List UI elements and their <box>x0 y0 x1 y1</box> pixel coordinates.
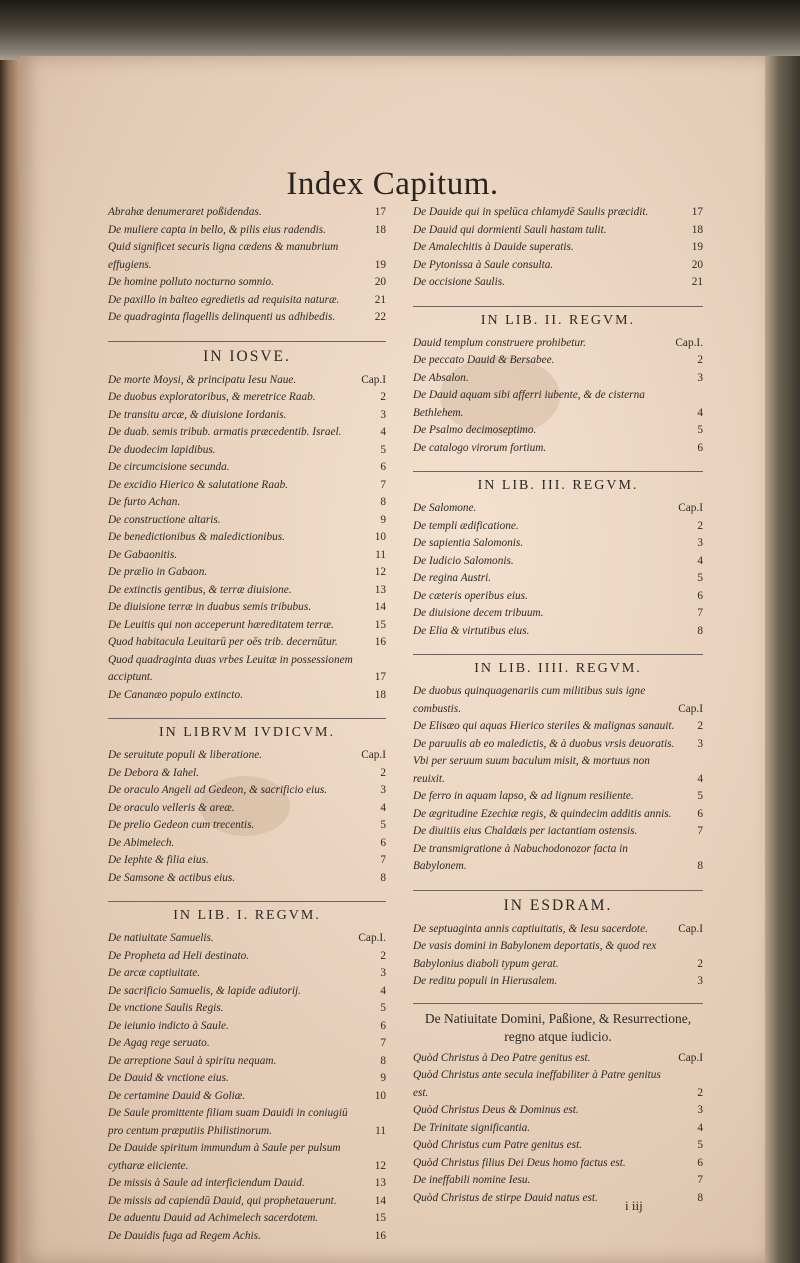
index-entry <box>413 370 703 388</box>
entry-title: De constructione altaris. <box>108 513 221 526</box>
index-entry <box>108 1210 386 1228</box>
index-entry <box>413 588 703 606</box>
entry-title: De duobus exploratoribus, & meretrice Raab. <box>108 391 316 403</box>
entry-title: De homine polluto nocturno somnio. <box>108 276 274 288</box>
entry-title: Quòd Christus cum Patre genitus est. <box>413 1139 583 1151</box>
entry-title: De occisione Saulis. <box>413 276 505 288</box>
entry-chapter-number: 18 <box>374 223 386 236</box>
entry-title: De Abimelech. <box>108 836 175 849</box>
entry-chapter-number: 3 <box>380 967 386 979</box>
index-entry <box>108 652 386 687</box>
entry-chapter-number: 6 <box>380 461 386 473</box>
entry-title: De duab. semis tribub. armatis præcedentib. Israel. <box>108 426 342 438</box>
section-heading: IN LIBRVM IVDICVM. <box>108 718 386 741</box>
entry-chapter-number: 5 <box>380 1002 386 1014</box>
entry-title: De vasis domini in Babylonem deportatis, & quod rex Babylonius diaboli typum gerat. <box>413 940 657 970</box>
entry-chapter-number: 5 <box>380 443 386 456</box>
entry-chapter-number: 5 <box>697 572 703 584</box>
entry-title: De transmigratione à Nabuchodonozor facta in Babylonem. <box>413 842 628 872</box>
entry-title: De Amalechitis à Dauide superatis. <box>413 241 574 253</box>
index-entry <box>108 687 386 705</box>
index-entry <box>413 623 703 641</box>
entry-chapter-number: 7 <box>380 1037 386 1049</box>
index-entry <box>108 634 386 652</box>
index-entry <box>413 605 703 623</box>
entry-title: De Iudicio Salomonis. <box>413 554 514 567</box>
index-entry <box>413 973 703 991</box>
index-entry <box>108 309 386 327</box>
entry-chapter-number: 21 <box>691 276 703 288</box>
entry-chapter-number: 7 <box>380 854 386 866</box>
entry-chapter-number: 20 <box>374 276 386 288</box>
entry-title: De Leuitis qui non acceperunt hæreditatem terræ. <box>108 618 334 631</box>
index-entry <box>413 1067 703 1102</box>
entry-chapter-number: 14 <box>374 601 386 613</box>
index-entry <box>108 800 386 818</box>
entry-chapter-number: 7 <box>697 825 703 837</box>
entry-title: De Saule promittente filiam suam Dauidi in coniugiū pro centum præputiis Philistinorum. <box>108 1107 348 1137</box>
section-heading: IN ESDRAM. <box>413 890 703 915</box>
index-entry <box>413 1155 703 1173</box>
entry-title: Quòd Christus Deus & Dominus est. <box>413 1104 579 1116</box>
entry-title: De sapientia Salomonis. <box>413 537 524 549</box>
entry-title: Quòd Christus de stirpe Dauid natus est. <box>413 1191 598 1204</box>
index-entry <box>413 335 703 353</box>
index-entry <box>108 204 386 222</box>
entry-title: De arcæ captiuitate. <box>108 967 201 979</box>
section-heading: IN LIB. I. REGVM. <box>108 901 386 924</box>
index-entry <box>413 440 703 458</box>
entry-chapter-number: 6 <box>380 1019 386 1032</box>
entry-title: De diuisione decem tribuum. <box>413 607 544 619</box>
section-heading: De Natiuitate Domini, Paßione, & Resurrectione, regno atque iudicio. <box>413 1003 703 1046</box>
entry-chapter-number: 4 <box>697 1121 703 1134</box>
entry-chapter-number: 15 <box>374 1212 386 1224</box>
entry-title: De duobus quinquagenariis cum militibus suis igne combustis. <box>413 685 646 715</box>
entry-title: De Trinitate significantia. <box>413 1121 531 1134</box>
entry-chapter-number: 5 <box>697 790 703 802</box>
index-entry <box>108 930 386 948</box>
index-entry <box>108 599 386 617</box>
entry-chapter-number: 21 <box>374 293 386 306</box>
index-entry <box>413 1050 703 1068</box>
entry-title: De peccato Dauid & Bersabee. <box>413 354 555 366</box>
entry-chapter-number: 14 <box>374 1194 386 1207</box>
index-entry <box>413 257 703 275</box>
entry-chapter-number: 4 <box>697 406 703 419</box>
index-entry <box>108 1070 386 1088</box>
entry-title: De Dauide qui in spelūca chlamydē Saulis præcidit. <box>413 206 649 218</box>
entry-title: De prelio Gedeon cum trecentis. <box>108 819 255 831</box>
entry-chapter-number: 15 <box>374 618 386 631</box>
entry-title: De Dauid & vnctione eius. <box>108 1072 229 1084</box>
entry-chapter-number: Cap.I <box>361 749 386 761</box>
index-entry <box>108 1175 386 1193</box>
entry-chapter-number: 12 <box>374 566 386 578</box>
page <box>20 56 765 1263</box>
entry-title: De Pytonissa à Saule consulta. <box>413 258 554 271</box>
index-entry <box>413 204 703 222</box>
entry-chapter-number: 3 <box>697 975 703 987</box>
entry-title: De benedictionibus & maledictionibus. <box>108 531 285 543</box>
index-entry <box>108 835 386 853</box>
entry-chapter-number: Cap.I <box>678 502 703 514</box>
entry-chapter-number: 8 <box>697 1191 703 1204</box>
entry-title: Quòd Christus à Deo Patre genitus est. <box>413 1051 591 1064</box>
entry-title: De furto Achan. <box>108 496 181 508</box>
index-entry <box>108 222 386 240</box>
index-entry <box>108 442 386 460</box>
entry-chapter-number: 2 <box>697 1086 703 1099</box>
entry-chapter-number: 6 <box>697 441 703 454</box>
entry-chapter-number: 4 <box>697 772 703 785</box>
left-column <box>108 204 386 1245</box>
index-entry <box>108 870 386 888</box>
entry-title: De Elia & virtutibus eius. <box>413 624 530 637</box>
entry-title: De extinctis gentibus, & terræ diuisione. <box>108 583 292 596</box>
entry-title: Quod quadraginta duas vrbes Leuitæ in possessionem acciptunt. <box>108 653 353 683</box>
entry-title: De Elisæo qui aquas Hierico steriles & malignas sanauit. <box>413 720 675 732</box>
index-entry <box>108 239 386 274</box>
entry-title: Vbi per seruum suum baculum misit, & mortuus non reuixit. <box>413 755 650 785</box>
entry-chapter-number: 17 <box>691 206 703 218</box>
entry-chapter-number: 3 <box>380 408 386 421</box>
entry-title: De Gabaonitis. <box>108 548 178 561</box>
index-entry <box>108 547 386 565</box>
entry-title: De vnctione Saulis Regis. <box>108 1002 224 1014</box>
entry-title: De ineffabili nomine Iesu. <box>413 1174 531 1186</box>
entry-chapter-number: 11 <box>375 548 386 561</box>
entry-chapter-number: Cap.I <box>678 702 703 715</box>
entry-title: De Dauide spiritum immundum à Saule per pulsum cytharæ eiiciente. <box>108 1142 341 1172</box>
entry-title: De circumcisione secunda. <box>108 461 230 473</box>
entry-chapter-number: 8 <box>380 496 386 508</box>
entry-title: De natiuitate Samuelis. <box>108 932 214 944</box>
entry-title: De paruulis ab eo maledictis, & à duobus vrsis deuoratis. <box>413 737 675 750</box>
entry-chapter-number: 8 <box>697 860 703 872</box>
index-entry <box>413 352 703 370</box>
index-entry <box>108 747 386 765</box>
entry-title: Quid significet securis ligna cædens & manubrium effugiens. <box>108 241 339 271</box>
index-entry <box>108 389 386 407</box>
index-entry <box>413 1102 703 1120</box>
entry-title: De Dauid qui dormienti Sauli hastam tulit. <box>413 223 607 236</box>
entry-chapter-number: Cap.I <box>678 1051 703 1064</box>
entry-title: De certamine Dauid & Goliæ. <box>108 1089 246 1102</box>
entry-chapter-number: 6 <box>380 836 386 849</box>
entry-chapter-number: 13 <box>374 583 386 596</box>
entry-chapter-number: 11 <box>375 1124 386 1137</box>
entry-chapter-number: 2 <box>697 720 703 732</box>
index-entry <box>108 512 386 530</box>
entry-title: De arreptione Saul à spiritu nequam. <box>108 1054 277 1067</box>
entry-chapter-number: 16 <box>374 636 386 648</box>
index-entry <box>108 1088 386 1106</box>
index-entry <box>108 765 386 783</box>
index-entry <box>108 983 386 1001</box>
index-entry <box>413 788 703 806</box>
index-entry <box>413 570 703 588</box>
right-column <box>413 204 703 1207</box>
entry-chapter-number: 3 <box>697 537 703 549</box>
entry-title: Dauid templum construere prohibetur. <box>413 336 586 349</box>
entry-title: De templi ædificatione. <box>413 519 519 532</box>
entry-title: De paxillo in balteo egredietis ad requisita naturæ. <box>108 293 340 306</box>
entry-chapter-number: 3 <box>697 371 703 384</box>
index-entry <box>108 529 386 547</box>
entry-chapter-number: Cap.I. <box>675 336 703 349</box>
entry-chapter-number: 5 <box>697 424 703 436</box>
index-entry <box>108 1053 386 1071</box>
entry-chapter-number: 2 <box>380 391 386 403</box>
entry-chapter-number: 17 <box>374 671 386 683</box>
entry-title: Quod habitacula Leuitarū per oēs trib. decernūtur. <box>108 636 338 648</box>
index-entry <box>413 718 703 736</box>
entry-chapter-number: 2 <box>380 766 386 779</box>
index-entry <box>108 424 386 442</box>
entry-title: De Samsone & actibus eius. <box>108 871 236 884</box>
entry-title: De excidio Hierico & salutatione Raab. <box>108 478 289 491</box>
index-entry <box>413 500 703 518</box>
entry-title: De Propheta ad Heli destinato. <box>108 949 250 962</box>
index-entry <box>108 477 386 495</box>
index-entry <box>108 459 386 477</box>
entry-title: De seruitute populi & liberatione. <box>108 749 263 761</box>
entry-title: De oraculo velleris & areæ. <box>108 801 235 814</box>
entry-title: De morte Moysi, & principatu Iesu Naue. <box>108 373 297 386</box>
entry-chapter-number: 17 <box>374 206 386 218</box>
entry-chapter-number: 4 <box>380 426 386 438</box>
index-entry <box>413 387 703 422</box>
entry-chapter-number: 6 <box>697 589 703 602</box>
entry-chapter-number: 6 <box>697 807 703 820</box>
entry-title: De Debora & Iahel. <box>108 766 199 779</box>
entry-chapter-number: 3 <box>697 1104 703 1116</box>
index-entry <box>413 422 703 440</box>
entry-title: De Iephte & filia eius. <box>108 854 209 866</box>
index-entry <box>413 535 703 553</box>
index-entry <box>413 1120 703 1138</box>
index-entry <box>413 938 703 973</box>
entry-chapter-number: 19 <box>691 241 703 253</box>
index-entry <box>108 852 386 870</box>
entry-chapter-number: 20 <box>691 258 703 271</box>
entry-chapter-number: 5 <box>380 819 386 831</box>
page-edge-shadow <box>765 56 800 1263</box>
entry-chapter-number: 7 <box>697 1174 703 1186</box>
entry-chapter-number: 2 <box>380 949 386 962</box>
entry-title: De quadraginta flagellis delinquenti us adhibedis. <box>108 311 336 323</box>
index-entry <box>108 1193 386 1211</box>
entry-chapter-number: 9 <box>380 1072 386 1084</box>
section-heading: IN LIB. IIII. REGVM. <box>413 654 703 677</box>
index-entry <box>413 736 703 754</box>
entry-chapter-number: Cap.I <box>361 373 386 386</box>
entry-title: De septuaginta annis captiuitatis, & Iesu sacerdote. <box>413 922 648 935</box>
entry-title: De regina Austri. <box>413 572 492 584</box>
index-entry <box>108 292 386 310</box>
entry-title: De Absalon. <box>413 371 469 384</box>
page-signature: i iij <box>625 1198 643 1213</box>
entry-chapter-number: 2 <box>697 354 703 366</box>
entry-title: De Dauidis fuga ad Regem Achis. <box>108 1229 261 1242</box>
entry-chapter-number: 13 <box>374 1177 386 1189</box>
index-entry <box>413 553 703 571</box>
entry-title: De aduentu Dauid ad Achimelech sacerdotem. <box>108 1212 319 1224</box>
book-spine <box>0 60 22 1263</box>
entry-chapter-number: 16 <box>374 1229 386 1242</box>
section-heading: IN IOSVE. <box>108 341 386 366</box>
entry-chapter-number: 4 <box>697 554 703 567</box>
index-entry <box>108 1000 386 1018</box>
index-entry <box>413 1137 703 1155</box>
entry-title: De diuitiis eius Chaldæis per iactantiam ostensis. <box>413 825 638 837</box>
entry-title: De ieiunio indicto à Saule. <box>108 1019 229 1032</box>
index-entry <box>108 1018 386 1036</box>
entry-title: Abrahæ denumeraret poßidendas. <box>108 206 262 218</box>
index-entry <box>108 1105 386 1140</box>
index-entry <box>413 683 703 718</box>
index-entry <box>108 372 386 390</box>
entry-title: De ægritudine Ezechiæ regis, & quindecim additis annis. <box>413 807 672 820</box>
entry-chapter-number: 6 <box>697 1156 703 1169</box>
entry-title: De missis à Saule ad interficiendum Dauid. <box>108 1177 305 1189</box>
index-entry <box>108 948 386 966</box>
entry-chapter-number: 7 <box>380 478 386 491</box>
entry-chapter-number: 2 <box>697 519 703 532</box>
entry-chapter-number: 8 <box>380 871 386 884</box>
entry-chapter-number: 22 <box>374 311 386 323</box>
entry-title: De catalogo virorum fortium. <box>413 441 547 454</box>
entry-chapter-number: 19 <box>374 258 386 271</box>
entry-title: De sacrificio Samuelis, & lapide adiutorij. <box>108 984 301 997</box>
index-entry <box>413 1172 703 1190</box>
index-entry <box>108 494 386 512</box>
entry-chapter-number: 18 <box>691 223 703 236</box>
entry-chapter-number: 9 <box>380 513 386 526</box>
index-entry <box>108 274 386 292</box>
index-entry <box>413 1190 703 1208</box>
index-entry <box>108 817 386 835</box>
index-entry <box>108 965 386 983</box>
entry-chapter-number: 8 <box>697 624 703 637</box>
index-entry <box>108 407 386 425</box>
index-entry <box>413 274 703 292</box>
index-entry <box>413 841 703 876</box>
index-entry <box>413 222 703 240</box>
entry-title: Quòd Christus filius Dei Deus homo factus est. <box>413 1156 626 1169</box>
entry-title: Quòd Christus ante secula ineffabiliter à Patre genitus est. <box>413 1069 661 1099</box>
index-entry <box>413 239 703 257</box>
entry-title: De transitu arcæ, & diuisione Iordanis. <box>108 408 287 421</box>
entry-chapter-number: 10 <box>374 1089 386 1102</box>
index-entry <box>108 617 386 635</box>
entry-chapter-number: 12 <box>374 1159 386 1172</box>
entry-chapter-number: Cap.I <box>678 922 703 935</box>
entry-chapter-number: 7 <box>697 607 703 619</box>
entry-chapter-number: 5 <box>697 1139 703 1151</box>
entry-chapter-number: 8 <box>380 1054 386 1067</box>
index-entry <box>413 518 703 536</box>
entry-chapter-number: 3 <box>697 737 703 750</box>
entry-title: De reditu populi in Hierusalem. <box>413 975 558 987</box>
index-entry <box>108 782 386 800</box>
entry-chapter-number: 10 <box>374 531 386 543</box>
entry-title: De missis ad capiendū Dauid, qui prophetauerunt. <box>108 1194 337 1207</box>
entry-title: De duodecim lapidibus. <box>108 443 216 456</box>
index-entry <box>108 1228 386 1246</box>
entry-title: De oraculo Angeli ad Gedeon, & sacrificio eius. <box>108 784 328 796</box>
entry-chapter-number: Cap.I. <box>358 932 386 944</box>
entry-title: De diuisione terræ in duabus semis tribubus. <box>108 601 312 613</box>
index-entry <box>108 1140 386 1175</box>
entry-title: De cæteris operibus eius. <box>413 589 528 602</box>
section-heading: IN LIB. II. REGVM. <box>413 306 703 329</box>
entry-chapter-number: 2 <box>697 957 703 970</box>
index-entry <box>108 1035 386 1053</box>
entry-chapter-number: 3 <box>380 784 386 796</box>
entry-title: De ferro in aquam lapso, & ad lignum resiliente. <box>413 790 634 802</box>
index-entry <box>108 582 386 600</box>
entry-title: De muliere capta in bello, & pilis eius radendis. <box>108 223 326 236</box>
entry-title: De prælio in Gabaon. <box>108 566 208 578</box>
entry-title: De Cananæo populo extincto. <box>108 688 243 701</box>
entry-chapter-number: 4 <box>380 801 386 814</box>
index-entry <box>413 921 703 939</box>
section-heading: IN LIB. III. REGVM. <box>413 471 703 494</box>
entry-title: De Agag rege seruato. <box>108 1037 210 1049</box>
entry-chapter-number: 4 <box>380 984 386 997</box>
page-title: Index Capitum. <box>286 166 499 202</box>
entry-chapter-number: 18 <box>374 688 386 701</box>
index-entry <box>413 753 703 788</box>
index-entry <box>413 823 703 841</box>
entry-title: De Psalmo decimoseptimo. <box>413 424 537 436</box>
entry-title: De Salomone. <box>413 502 477 514</box>
entry-title: De Dauid aquam sibi afferri iubente, & de cisterna Bethlehem. <box>413 389 645 419</box>
index-entry <box>108 564 386 582</box>
index-entry <box>413 806 703 824</box>
